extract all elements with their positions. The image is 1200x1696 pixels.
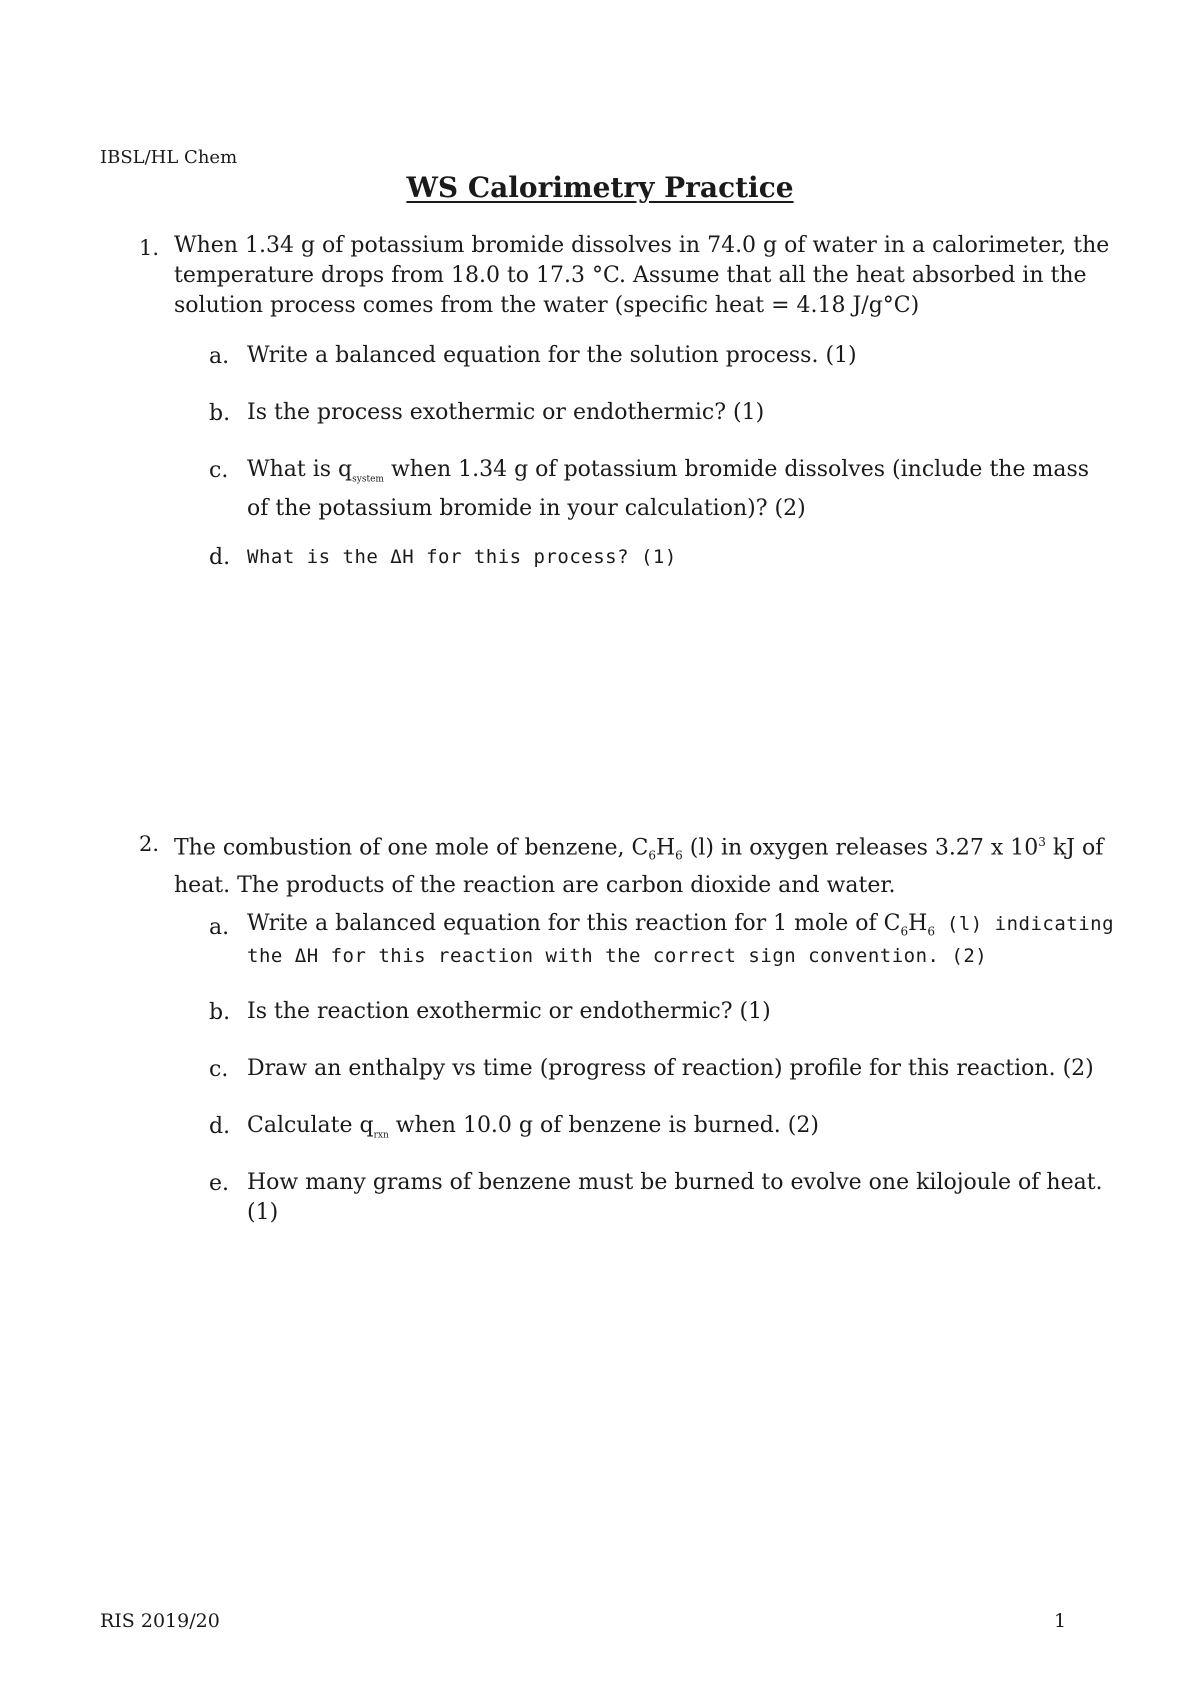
question-1-number: 1. [139, 236, 160, 260]
footer-school-year: RIS 2019/20 [100, 1610, 220, 1632]
q1-part-c-text: What is $q_{system}$ when 1.34 g of potassium bromide dissolves (include the mass of the potassium bromide in your calculation)? (2) [247, 457, 1090, 522]
q2-part-b-letter: b. [209, 1000, 231, 1025]
q2-part-d-letter: d. [209, 1114, 231, 1139]
question-2-text: The combustion of one mole of benzene, $C_6H_6$ (l) in oxygen releases 3.27 x $10^3$ kJ of heat. The products of the reaction are carbon dioxide and water. [174, 835, 1104, 898]
q1-part-d-letter: d. [209, 545, 231, 570]
course-header: IBSL/HL Chem [100, 147, 238, 168]
q2-part-c-text: Draw an enthalpy vs time (progress of reaction) profile for this reaction. (2) [247, 1056, 1094, 1081]
q2-part-a-letter: a. [209, 915, 230, 940]
page-number: 1 [1054, 1610, 1067, 1632]
q2-part-c-letter: c. [209, 1057, 229, 1082]
q1-part-a-letter: a. [209, 344, 230, 369]
page-title: WS Calorimetry Practice [406, 171, 794, 204]
q2-part-e-text: How many grams of benzene must be burned to evolve one kilojoule of heat. (1) [247, 1170, 1103, 1225]
q2-part-a-text-line1: Write a balanced equation for this reaction for 1 mole of $C_6H_6$ (l) indicating [247, 911, 1115, 939]
q1-part-b-letter: b. [209, 401, 231, 426]
q1-part-c-letter: c. [209, 458, 229, 483]
q1-part-a-text: Write a balanced equation for the solution process. (1) [247, 343, 857, 368]
question-2-number: 2. [139, 832, 160, 856]
q2-part-b-text: Is the reaction exothermic or endothermic? (1) [247, 999, 771, 1024]
q2-part-d-text: Calculate $q_{rxn}$ when 10.0 g of benzene is burned. (2) [247, 1113, 819, 1141]
q2-part-a-text-line2: the ΔH for this reaction with the correct sign convention. (2) [247, 945, 988, 967]
q1-part-d-text: What is the ΔH for this process? (1) [247, 546, 677, 568]
q1-part-b-text: Is the process exothermic or endothermic? (1) [247, 400, 765, 425]
q2-part-e-letter: e. [209, 1171, 230, 1196]
question-1-text: When 1.34 g of potassium bromide dissolves in 74.0 g of water in a calorimeter, the temperature drops from 18.0 to 17.3 °C. Assume that all the heat absorbed in the solution process comes from the water (specific heat = 4.18 J/g°C) [174, 233, 1110, 318]
